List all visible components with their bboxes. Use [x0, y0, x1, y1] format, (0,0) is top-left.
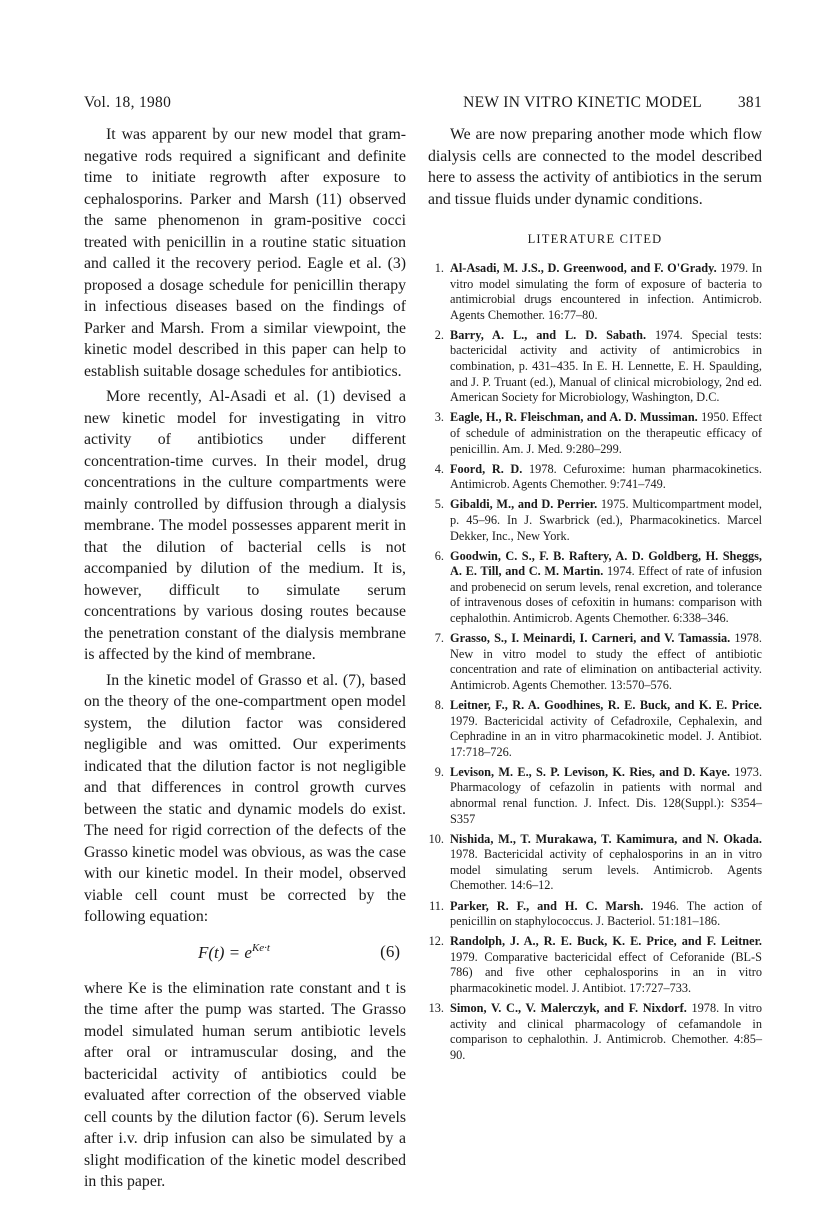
body-paragraph: We are now preparing another mode which flow dialysis cells are connected to the model described here to assess the activity of antibiotics in the serum and tissue fluids under dynamic conditions. — [428, 126, 762, 208]
equation-exponent: Ke·t — [251, 941, 270, 954]
reference-number: 11. — [429, 898, 444, 913]
equation-expression — [198, 942, 270, 963]
reference-authors: Al-Asadi, M. J.S., D. Greenwood, and F. O'Grady. — [450, 261, 717, 275]
reference-number: 7. — [434, 631, 444, 646]
reference-item — [428, 832, 762, 894]
reference-number: 1. — [434, 261, 444, 275]
reference-authors: Grasso, S., I. Meinardi, I. Carneri, and V. Tamassia. — [450, 631, 731, 646]
reference-text: 1974. Special tests: bactericidal activity and activity of antimicrobics in combination, p. 431–435. In E. H. Lennette, E. H. Spaulding, and J. P. Truant (ed.), Manual of clinical microbiology, 2nd ed. American Society for Microbiology, Washington, D.C. — [450, 327, 763, 405]
running-header — [84, 94, 762, 114]
reference-number: 5. — [434, 497, 444, 512]
running-title: NEW IN VITRO KINETIC MODEL — [463, 94, 702, 111]
reference-text: 1978. Cefuroxime: human pharmacokinetics. Antimicrob. Agents Chemother. 9:741–749. — [450, 461, 762, 492]
reference-list — [428, 261, 762, 1064]
reference-number: 3. — [434, 410, 444, 425]
volume-label: Vol. 18, 1980 — [84, 94, 172, 111]
reference-number: 4. — [434, 461, 444, 476]
reference-authors: Goodwin, C. S., F. B. Raftery, A. D. Goldberg, H. Sheggs, A. E. Till, and C. M. Martin. — [450, 548, 762, 579]
reference-authors: Foord, R. D. — [450, 461, 523, 476]
reference-item — [428, 328, 762, 406]
reference-authors: Leitner, F., R. A. Goodhines, R. E. Buck, and K. E. Price. — [450, 697, 762, 712]
reference-text: 1978. New in vitro model to study the effect of antibiotic concentration and rate of elimination on antibacterial activity. Antimicrob. Agents Chemother. 13:570–576. — [450, 631, 762, 692]
reference-text: 1975. Multicompartment model, p. 45–96. In J. Swarbrick (ed.), Pharmacokinetics. Marcel Dekker, Inc., New York. — [450, 497, 762, 543]
reference-text: 1974. Effect of rate of infusion and probenecid on serum levels, renal excretion, and tolerance of intravenous doses of cefoxitin in humans: comparison with cephalothin. Antimicrob. Agents Chemother. 6:338–346. — [450, 564, 762, 625]
reference-item — [428, 497, 762, 544]
body-paragraph: It was apparent by our new model that gram-negative rods required a significant and definite time to initiate regrowth after exposure to cephalosporins. Parker and Marsh (11) observed the same phenomenon in gram-positive cocci treated with penicillin in a routine static situation and called it the recovery period. Eagle et al. (3) proposed a dosage schedule for penicillin therapy in infectious diseases based on the findings of Parker and Marsh. From a similar viewpoint, the kinetic model described in this paper can help to establish suitable dosage schedules for antibiotics. — [84, 126, 406, 380]
reference-number: 2. — [434, 327, 444, 342]
left-column — [84, 124, 406, 1193]
reference-item — [428, 631, 762, 693]
equation-lhs: F(t) = e — [198, 942, 252, 962]
reference-item — [428, 899, 762, 930]
section-title: LITERATURE CITED — [527, 232, 663, 246]
body-paragraph: In the kinetic model of Grasso et al. (7), based on the theory of the one-compartment open model system, the dilution factor was considered negligible and was omitted. Our experiments indicated that the dilution factor is not negligible and that differences in control growth curves between the static and dynamic models do exist. The need for rigid correction of the defects of the Grasso kinetic model was obvious, as was the case with our kinetic model. In their model, observed viable cell count must be corrected by the following equation: — [84, 671, 406, 925]
reference-number: 13. — [428, 1001, 444, 1016]
reference-text: 1973. Pharmacology of cefazolin in patients with normal and abnormal renal function. J. Infect. Dis. 128(Suppl.): S354–S357 — [450, 764, 763, 826]
reference-item — [428, 410, 762, 457]
reference-text: 1979. Bactericidal activity of Cefadroxile, Cephalexin, and Cephradine in an in vitro pharmacokinetic model. J. Antibiot. 17:718–726. — [450, 713, 762, 759]
reference-number: 12. — [428, 934, 444, 949]
reference-number: 9. — [434, 764, 444, 779]
reference-authors: Eagle, H., R. Fleischman, and A. D. Mussiman. — [450, 410, 698, 425]
reference-authors: Parker, R. F., and H. C. Marsh. — [450, 898, 644, 913]
reference-text: 1978. In vitro activity and clinical pharmacology of cefamandole in comparison to cephalothin. J. Antimicrob. Chemother. 4:85–90. — [450, 1001, 762, 1062]
reference-item — [428, 765, 762, 827]
reference-item — [428, 549, 762, 627]
reference-item — [428, 934, 762, 996]
reference-item — [428, 1001, 762, 1063]
equation-6 — [84, 932, 406, 976]
reference-item — [428, 462, 762, 493]
body-paragraph: where Ke is the elimination rate constant and t is the time after the pump was started. The Grasso model simulated human serum antibiotic levels after oral or intramuscular dosing, and the bactericidal activity of antibiotics could be evaluated after correction of the observed viable cell counts by the dilution factor (6). Serum levels after i.v. drip infusion can also be simulated by a slight modification of the kinetic model described in this paper. — [84, 979, 406, 1190]
reference-item — [428, 261, 762, 323]
reference-number: 6. — [434, 548, 444, 563]
body-paragraph: More recently, Al-Asadi et al. (1) devised a new kinetic model for investigating in vitro activity of antibiotics under different concentration-time curves. In their model, drug concentrations in the culture compartments were mainly controlled by diffusion through a dialysis membrane. The model possesses apparent merit in that the dilution of bacterial cells is not accompanied by dilution of the medium. It is, however, difficult to simulate serum concentrations by various dosing routes because the penetration constant of the dialysis membrane is affected by the kind of membrane. — [84, 388, 406, 663]
reference-number: 8. — [434, 697, 444, 712]
reference-text: 1979. Comparative bactericidal effect of Ceforanide (BL-S 786) and five other cephalosporins in an in vitro pharmacokinetic model. J. Antibiot. 17:727–733. — [450, 949, 762, 996]
reference-item — [428, 698, 762, 760]
reference-authors: Barry, A. L., and L. D. Sabath. — [450, 327, 647, 342]
reference-authors: Simon, V. C., V. Malerczyk, and F. Nixdorf. — [450, 1001, 687, 1016]
reference-text: 1950. Effect of schedule of administration on the therapeutic efficacy of penicillin. Am. J. Med. 9:280–299. — [450, 410, 762, 456]
reference-authors: Nishida, M., T. Murakawa, T. Kamimura, and N. Okada. — [450, 831, 762, 846]
equation-number: (6) — [380, 941, 400, 961]
reference-authors: Randolph, J. A., R. E. Buck, K. E. Price, and F. Leitner. — [450, 934, 762, 949]
reference-text: 1978. Bactericidal activity of cephalosporins in an in vitro model simulating serum levels. Antimicrob. Agents Chemother. 14:6–12. — [450, 847, 762, 893]
reference-text: 1979. In vitro model simulating the form of exposure of bacteria to antimicrobial drugs encountered in infection. Antimicrob. Agents Chemother. 16:77–80. — [450, 261, 762, 322]
reference-authors: Levison, M. E., S. P. Levison, K. Ries, and D. Kaye. — [450, 764, 731, 779]
page-number: 381 — [737, 94, 762, 111]
right-column — [428, 124, 762, 1068]
reference-authors: Gibaldi, M., and D. Perrier. — [450, 497, 598, 512]
reference-text: 1946. The action of penicillin on staphylococcus. J. Bacteriol. 51:181–186. — [450, 898, 762, 929]
reference-number: 10. — [428, 831, 444, 846]
